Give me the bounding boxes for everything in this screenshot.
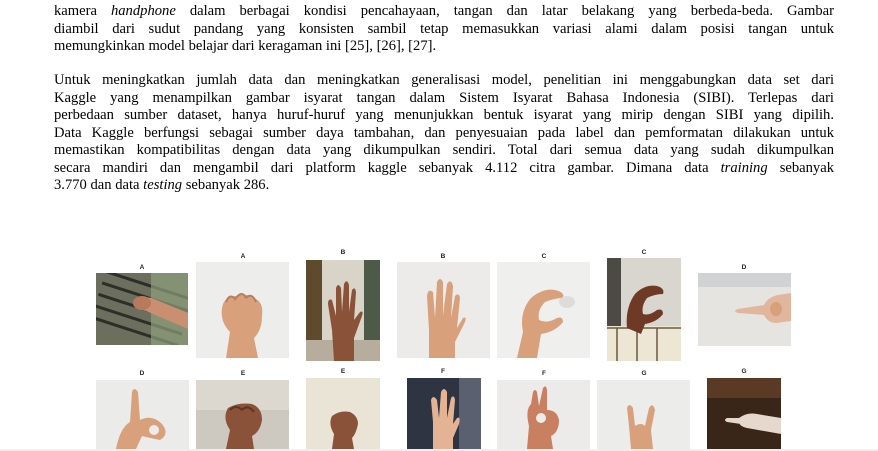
paragraph2_lines-line: Data Kaggle berfungsi sebagai sumber daya tambahan, dan penyesuaian pada label dan pemformatan dilakukan untuk — [54, 124, 834, 141]
sign-photo-e-2 — [306, 378, 380, 449]
paragraph2_lines-line: secara mandiri dan mengambil dari platform kaggle sebanyak 4.112 citra gambar. Dimana data training sebanyak — [54, 159, 835, 176]
paragraph2_lines-line: 3.770 dan data testing sebanyak 286. — [54, 177, 270, 193]
sign-photo-g-2 — [707, 378, 781, 449]
sign-photo-b-1 — [306, 260, 380, 361]
paragraph1_lines-line: kamera handphone dalam berbagai kondisi pencahayaan, tangan dan latar belakang yang berbeda-beda. Gambar — [54, 3, 834, 19]
sign-photo-c-2 — [607, 258, 681, 361]
figure-label-row1-4: B — [440, 253, 446, 260]
sign-photo-a-1 — [96, 273, 188, 345]
figure-label-row1-7: D — [741, 264, 747, 271]
figure-label-row2-5: F — [542, 370, 546, 377]
figure-label-row2-3: E — [340, 368, 346, 375]
figure-label-row1-2: A — [240, 253, 246, 260]
figure-label-row2-2: E — [240, 370, 246, 377]
sign-photo-c-1 — [497, 262, 590, 358]
figure-label-row1-1: A — [139, 264, 145, 271]
figure-label-row1-5: C — [541, 253, 547, 260]
figure-label-row2-4: F — [441, 368, 445, 375]
figure-label-row2-1: D — [139, 370, 145, 377]
paragraph2_lines-line: Untuk meningkatkan jumlah data dan meningkatkan generalisasi model, penelitian ini menggabungkan data set dari — [54, 72, 834, 88]
sign-photo-f-1 — [407, 378, 481, 449]
figure-label-row1-6: C — [641, 249, 647, 256]
sign-photo-a-2 — [196, 262, 289, 358]
sign-photo-f-2 — [497, 380, 590, 449]
sign-photo-d-2 — [96, 380, 189, 449]
sign-photo-e-1 — [196, 380, 289, 449]
paragraph2_lines-line: Kaggle yang menampilkan gambar isyarat tangan dalam Sistem Isyarat Bahasa Indonesia (SIBI). Terlepas dari — [54, 89, 834, 106]
paragraph-1 — [54, 3, 834, 56]
paragraph2_lines-line: perbedaan sumber dataset, hanya huruf-huruf yang menunjukkan bentuk isyarat yang mirip dengan SIBI yang dipilih. — [54, 107, 834, 123]
figure-label-row2-7: G — [741, 368, 747, 375]
figure-label-row1-3: B — [340, 249, 346, 256]
paragraph2_lines-line: memastikan kompatibilitas dengan data yang dikumpulkan sendiri. Total dari semua data yang sudah dikumpulkan — [54, 142, 834, 158]
sign-photo-d-1 — [698, 273, 791, 346]
figure-label-row2-6: G — [641, 370, 647, 377]
paragraph1_lines-line: memungkinkan model belajar dari keragaman ini [25], [26], [27]. — [54, 38, 437, 54]
paragraph-2 — [54, 72, 834, 195]
paragraph1_lines-line: diambil dari sudut pandang yang konsisten sambil tetap memasukkan variasi alami dalam posisi tangan untuk — [54, 20, 834, 37]
sign-photo-b-2 — [397, 262, 490, 358]
sign-photo-g-1 — [597, 380, 690, 449]
